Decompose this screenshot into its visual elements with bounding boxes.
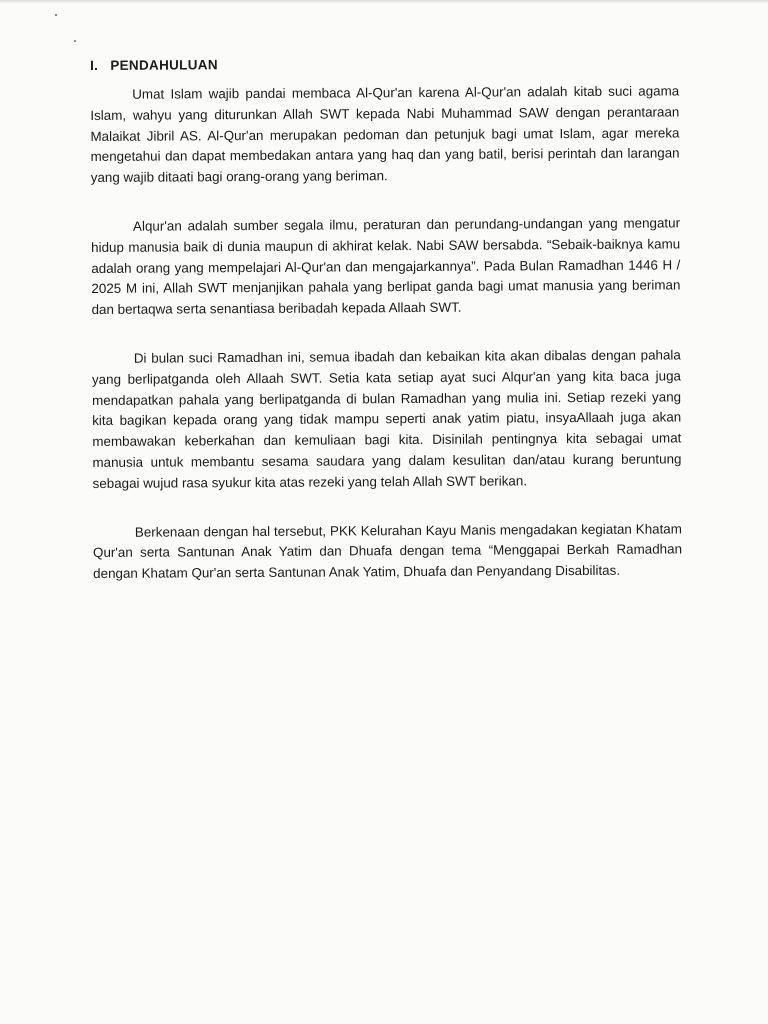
section-heading: I. PENDAHULUAN	[90, 57, 218, 73]
page-top-edge	[0, 0, 768, 3]
paragraph-2: Alqur'an adalah sumber segala ilmu, peraturan dan perundang-undangan yang mengatur hidup manusia baik di dunia maupun di akhirat kelak. Nabi SAW bersabda. “Sebaik-baiknya kamu adalah orang yang mempelajari Al-Qur'an dan mengajarkannya”. Pada Bulan Ramadhan 1446 H / 2025 M ini, Allah SWT menjanjikan pahala yang berlipat ganda bagi umat manusia yang beriman dan bertaqwa serta senantiasa beribadah kepada Allaah SWT.	[91, 215, 681, 318]
scan-speck	[55, 14, 57, 16]
scan-speck	[74, 40, 76, 42]
document-body	[90, 54, 682, 585]
paragraph-3: Di bulan suci Ramadhan ini, semua ibadah dan kebaikan kita akan dibalas dengan pahala yang berlipatganda oleh Allaah SWT. Setia kata setiap ayat suci Alqur'an yang kita baca juga mendapatkan pahala yang berlipatganda di bulan Ramadhan yang mulia ini. Setiap rezeki yang kita bagikan kepada orang yang tidak mampu seperti anak yatim piatu, insyaAllaah juga akan membawakan keberkahan dan kemuliaan bagi kita. Disinilah pentingnya kita sebagai umat manusia untuk membantu sesama saudara yang dalam kesulitan dan/atau kurang beruntung sebagai wujud rasa syukur kita atas rezeki yang telah Allah SWT berikan.	[91, 347, 682, 491]
paragraph-1: Umat Islam wajib pandai membaca Al-Qur'an karena Al-Qur'an adalah kitab suci agama Islam, wahyu yang diturunkan Allah SWT kepada Nabi Muhammad SAW dengan perantaraan Malaikat Jibril AS. Al-Qur'an merupakan pedoman dan petunjuk bagi umat Islam, agar mereka mengetahui dan dapat membedakan antara yang haq dan yang batil, berisi perintah dan larangan yang wajib ditaati bagi orang-orang yang beriman.	[90, 83, 680, 186]
paragraph-4: Berkenaan dengan hal tersebut, PKK Kelurahan Kayu Manis mengadakan kegiatan Khatam Qur'an serta Santunan Anak Yatim dan Dhuafa dengan tema “Menggapai Berkah Ramadhan dengan Khatam Qur'an serta Santunan Anak Yatim, Dhuafa dan Penyandang Disabilitas.	[92, 520, 683, 582]
